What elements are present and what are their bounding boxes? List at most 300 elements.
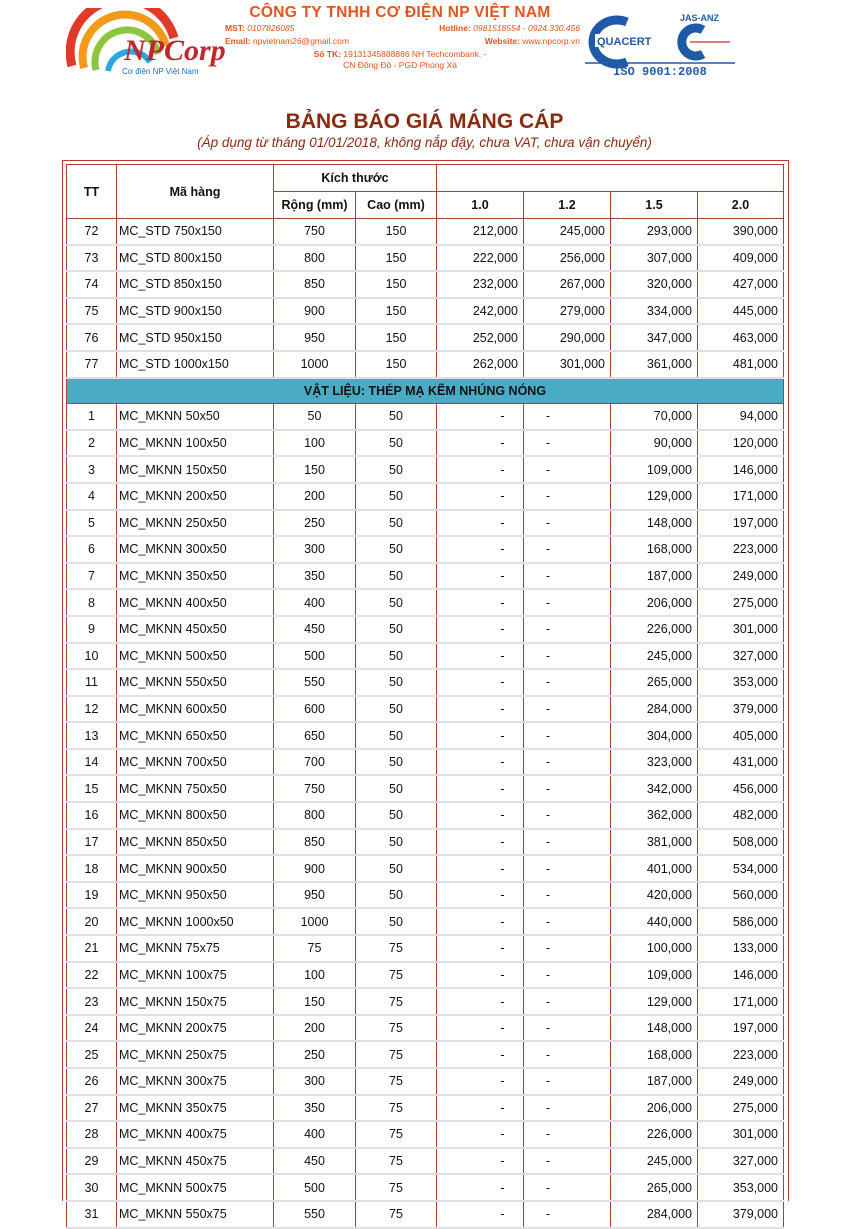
cell-price-4: 275,000 [698, 589, 784, 616]
cell-code: MC_MKNN 250x75 [117, 1041, 274, 1068]
cell-price-2: 279,000 [524, 298, 611, 325]
cell-price-4: 327,000 [698, 643, 784, 670]
table-row [67, 219, 784, 245]
cell-height: 75 [356, 1095, 437, 1122]
cell-price-2: - [524, 483, 611, 510]
table-row [67, 456, 784, 483]
cell-price-1: - [437, 510, 524, 537]
cell-price-4: 534,000 [698, 855, 784, 882]
cell-code: MC_MKNN 550x50 [117, 669, 274, 696]
certification-logos [585, 10, 735, 76]
cell-price-2: - [524, 430, 611, 457]
cell-price-1: - [437, 1041, 524, 1068]
cell-price-1: 242,000 [437, 298, 524, 325]
cell-width: 800 [274, 802, 356, 829]
cell-price-2: - [524, 962, 611, 989]
cell-code: MC_MKNN 850x50 [117, 829, 274, 856]
cell-height: 150 [356, 219, 437, 245]
cell-price-2: 256,000 [524, 245, 611, 272]
cell-tt: 12 [67, 696, 117, 723]
cell-price-3: 347,000 [611, 324, 698, 351]
cell-price-2: - [524, 669, 611, 696]
cell-code: MC_MKNN 800x50 [117, 802, 274, 829]
cell-price-4: 431,000 [698, 749, 784, 776]
table-row [67, 802, 784, 829]
cell-code: MC_MKNN 200x50 [117, 483, 274, 510]
table-row [67, 1174, 784, 1201]
cell-width: 500 [274, 643, 356, 670]
cell-price-4: 249,000 [698, 1068, 784, 1095]
cell-price-2: 245,000 [524, 219, 611, 245]
cell-width: 950 [274, 882, 356, 909]
cell-price-3: 187,000 [611, 563, 698, 590]
cell-price-1: 262,000 [437, 351, 524, 378]
table-row [67, 643, 784, 670]
cell-code: MC_MKNN 150x75 [117, 988, 274, 1015]
cell-height: 50 [356, 643, 437, 670]
cell-code: MC_MKNN 300x75 [117, 1068, 274, 1095]
cell-code: MC_MKNN 900x50 [117, 855, 274, 882]
cell-price-4: 197,000 [698, 510, 784, 537]
cell-price-2: 301,000 [524, 351, 611, 378]
cell-price-2: - [524, 643, 611, 670]
cell-code: MC_MKNN 450x50 [117, 616, 274, 643]
cell-code: MC_MKNN 650x50 [117, 722, 274, 749]
cell-height: 75 [356, 1068, 437, 1095]
cell-price-3: 226,000 [611, 616, 698, 643]
cell-width: 100 [274, 962, 356, 989]
col-header-thickness-1: 1.0 [437, 192, 524, 219]
cell-width: 300 [274, 536, 356, 563]
cell-width: 200 [274, 1015, 356, 1042]
cell-tt: 3 [67, 456, 117, 483]
cell-price-3: 100,000 [611, 935, 698, 962]
cell-price-1: - [437, 1201, 524, 1228]
cell-price-1: - [437, 404, 524, 430]
cell-price-4: 171,000 [698, 483, 784, 510]
table-row [67, 589, 784, 616]
cell-code: MC_MKNN 250x50 [117, 510, 274, 537]
cell-width: 750 [274, 775, 356, 802]
cell-code: MC_MKNN 550x75 [117, 1201, 274, 1228]
cell-tt: 28 [67, 1121, 117, 1148]
cell-price-1: 222,000 [437, 245, 524, 272]
cell-code: MC_STD 1000x150 [117, 351, 274, 378]
cell-price-2: - [524, 935, 611, 962]
cell-price-3: 420,000 [611, 882, 698, 909]
company-name: CÔNG TY TNHH CƠ ĐIỆN NP VIỆT NAM [249, 4, 551, 21]
cell-height: 50 [356, 616, 437, 643]
cell-price-1: - [437, 1174, 524, 1201]
cell-width: 450 [274, 616, 356, 643]
cell-code: MC_MKNN 350x50 [117, 563, 274, 590]
cell-price-3: 440,000 [611, 908, 698, 935]
cell-tt: 9 [67, 616, 117, 643]
table-row [67, 1201, 784, 1228]
email-label: Email: [225, 36, 251, 46]
cell-price-4: 353,000 [698, 1174, 784, 1201]
section-title: VẬT LIỆU: THÉP MẠ KẼM NHÚNG NÓNG [67, 378, 784, 404]
cell-price-3: 148,000 [611, 510, 698, 537]
cell-price-4: 482,000 [698, 802, 784, 829]
cell-price-2: - [524, 616, 611, 643]
cell-price-3: 284,000 [611, 696, 698, 723]
cell-tt: 25 [67, 1041, 117, 1068]
website-value[interactable]: www.npcorp.vn [522, 36, 580, 46]
cert-jas-anz: JAS-ANZ [680, 13, 720, 23]
table-row [67, 404, 784, 430]
header-row-1 [67, 165, 784, 192]
logo-text: NPCorp [124, 34, 226, 67]
cell-width: 250 [274, 1041, 356, 1068]
cell-width: 350 [274, 563, 356, 590]
cell-price-1: - [437, 643, 524, 670]
cell-code: MC_MKNN 150x50 [117, 456, 274, 483]
table-row [67, 430, 784, 457]
account-label: Số TK: [313, 49, 341, 59]
cell-code: MC_MKNN 200x75 [117, 1015, 274, 1042]
cell-price-3: 129,000 [611, 988, 698, 1015]
cell-price-2: - [524, 829, 611, 856]
info-row-1 [200, 22, 600, 35]
cell-price-1: - [437, 1121, 524, 1148]
cell-price-2: - [524, 1174, 611, 1201]
cell-price-3: 206,000 [611, 1095, 698, 1122]
cell-price-1: - [437, 855, 524, 882]
cell-price-4: 353,000 [698, 669, 784, 696]
cell-price-1: - [437, 935, 524, 962]
col-header-code: Mã hàng [117, 165, 274, 219]
bank-account [200, 49, 600, 71]
table-row [67, 351, 784, 378]
cell-price-1: - [437, 616, 524, 643]
cell-price-1: - [437, 483, 524, 510]
account-line-1: 19131345888886 NH Techcombank. - [343, 49, 487, 59]
cell-price-2: - [524, 749, 611, 776]
cert-iso: ISO 9001:2008 [613, 65, 707, 76]
cell-price-1: - [437, 829, 524, 856]
cell-price-1: - [437, 1095, 524, 1122]
cell-price-1: - [437, 908, 524, 935]
cell-price-2: - [524, 855, 611, 882]
cell-width: 900 [274, 298, 356, 325]
cell-price-1: - [437, 696, 524, 723]
cell-code: MC_MKNN 75x75 [117, 935, 274, 962]
cell-price-1: - [437, 988, 524, 1015]
table-row [67, 1148, 784, 1175]
cell-height: 150 [356, 298, 437, 325]
cell-price-4: 379,000 [698, 1201, 784, 1228]
cell-tt: 19 [67, 882, 117, 909]
cell-height: 150 [356, 245, 437, 272]
mst-label: MST: [225, 23, 245, 33]
cell-width: 1000 [274, 351, 356, 378]
cell-tt: 16 [67, 802, 117, 829]
cell-height: 50 [356, 829, 437, 856]
cell-code: MC_MKNN 1000x50 [117, 908, 274, 935]
price-table [66, 164, 784, 1229]
cell-height: 75 [356, 935, 437, 962]
cell-tt: 18 [67, 855, 117, 882]
cell-code: MC_MKNN 50x50 [117, 404, 274, 430]
cell-code: MC_MKNN 450x75 [117, 1148, 274, 1175]
hotline-label: Hotline: [439, 23, 471, 33]
cell-price-2: - [524, 1148, 611, 1175]
table-row [67, 1068, 784, 1095]
cell-price-4: 379,000 [698, 696, 784, 723]
cell-code: MC_STD 950x150 [117, 324, 274, 351]
cell-price-1: 252,000 [437, 324, 524, 351]
cell-height: 50 [356, 669, 437, 696]
cell-price-3: 265,000 [611, 669, 698, 696]
cell-height: 50 [356, 483, 437, 510]
cell-price-4: 249,000 [698, 563, 784, 590]
cell-price-3: 148,000 [611, 1015, 698, 1042]
cell-tt: 14 [67, 749, 117, 776]
cert-quacert: QUACERT [597, 36, 652, 48]
cell-price-1: - [437, 430, 524, 457]
cell-price-2: - [524, 908, 611, 935]
cell-code: MC_MKNN 950x50 [117, 882, 274, 909]
cell-tt: 72 [67, 219, 117, 245]
cell-price-3: 129,000 [611, 483, 698, 510]
section-header-row [67, 378, 784, 404]
cell-price-3: 307,000 [611, 245, 698, 272]
table-row [67, 988, 784, 1015]
cell-price-4: 405,000 [698, 722, 784, 749]
cell-price-2: - [524, 510, 611, 537]
cell-price-1: - [437, 1148, 524, 1175]
letterhead [0, 0, 849, 95]
cell-width: 400 [274, 589, 356, 616]
cell-tt: 20 [67, 908, 117, 935]
cell-tt: 10 [67, 643, 117, 670]
col-header-thickness-2: 1.2 [524, 192, 611, 219]
cell-tt: 4 [67, 483, 117, 510]
col-header-thickness-4: 2.0 [698, 192, 784, 219]
page-title: BẢNG BÁO GIÁ MÁNG CÁP [285, 110, 564, 133]
cell-price-2: - [524, 404, 611, 430]
cell-code: MC_MKNN 750x50 [117, 775, 274, 802]
cell-code: MC_MKNN 350x75 [117, 1095, 274, 1122]
cell-tt: 77 [67, 351, 117, 378]
cell-price-2: - [524, 1068, 611, 1095]
cell-price-3: 245,000 [611, 643, 698, 670]
cell-price-4: 481,000 [698, 351, 784, 378]
table-row [67, 882, 784, 909]
cell-price-2: - [524, 1121, 611, 1148]
cell-tt: 31 [67, 1201, 117, 1228]
email-value[interactable]: npvietnam26@gmail.com [252, 36, 349, 46]
cell-width: 650 [274, 722, 356, 749]
cell-price-2: - [524, 563, 611, 590]
table-row [67, 483, 784, 510]
cell-price-2: - [524, 696, 611, 723]
cell-price-3: 342,000 [611, 775, 698, 802]
col-header-tt: TT [67, 165, 117, 219]
cell-price-2: - [524, 589, 611, 616]
cell-height: 50 [356, 775, 437, 802]
cell-code: MC_STD 850x150 [117, 271, 274, 298]
cell-height: 50 [356, 589, 437, 616]
cell-price-4: 171,000 [698, 988, 784, 1015]
cell-price-3: 245,000 [611, 1148, 698, 1175]
cell-tt: 8 [67, 589, 117, 616]
cell-width: 700 [274, 749, 356, 776]
cell-tt: 23 [67, 988, 117, 1015]
cell-width: 50 [274, 404, 356, 430]
cell-price-1: - [437, 669, 524, 696]
table-row [67, 510, 784, 537]
cell-tt: 11 [67, 669, 117, 696]
table-row [67, 1095, 784, 1122]
cell-price-3: 323,000 [611, 749, 698, 776]
cell-price-3: 401,000 [611, 855, 698, 882]
col-header-price-group [437, 165, 784, 192]
cell-price-4: 120,000 [698, 430, 784, 457]
cell-code: MC_STD 750x150 [117, 219, 274, 245]
col-header-width: Rộng (mm) [274, 192, 356, 219]
cell-width: 75 [274, 935, 356, 962]
website-label: Website: [484, 36, 520, 46]
cell-price-2: - [524, 1015, 611, 1042]
cell-price-2: - [524, 1041, 611, 1068]
cell-tt: 17 [67, 829, 117, 856]
cell-code: MC_MKNN 400x50 [117, 589, 274, 616]
cell-width: 750 [274, 219, 356, 245]
cell-width: 150 [274, 456, 356, 483]
cell-width: 450 [274, 1148, 356, 1175]
info-row-2 [200, 35, 600, 48]
cell-width: 600 [274, 696, 356, 723]
cell-price-3: 109,000 [611, 456, 698, 483]
cell-height: 50 [356, 802, 437, 829]
cell-price-4: 463,000 [698, 324, 784, 351]
cell-code: MC_MKNN 700x50 [117, 749, 274, 776]
cell-price-4: 94,000 [698, 404, 784, 430]
cell-price-4: 133,000 [698, 935, 784, 962]
company-info [200, 4, 600, 71]
cell-tt: 27 [67, 1095, 117, 1122]
table-row [67, 324, 784, 351]
cell-height: 75 [356, 1121, 437, 1148]
cell-price-4: 445,000 [698, 298, 784, 325]
cell-width: 100 [274, 430, 356, 457]
table-row [67, 245, 784, 272]
table-row [67, 536, 784, 563]
cell-height: 50 [356, 563, 437, 590]
cell-tt: 26 [67, 1068, 117, 1095]
cell-price-3: 361,000 [611, 351, 698, 378]
cell-height: 150 [356, 351, 437, 378]
cell-price-4: 197,000 [698, 1015, 784, 1042]
cell-width: 500 [274, 1174, 356, 1201]
cell-width: 350 [274, 1095, 356, 1122]
cell-height: 50 [356, 722, 437, 749]
cell-width: 900 [274, 855, 356, 882]
cell-price-4: 301,000 [698, 616, 784, 643]
cell-width: 400 [274, 1121, 356, 1148]
cell-width: 850 [274, 271, 356, 298]
cell-height: 50 [356, 404, 437, 430]
cell-price-2: 267,000 [524, 271, 611, 298]
cell-price-2: - [524, 1201, 611, 1228]
cell-height: 75 [356, 1015, 437, 1042]
table-row [67, 1041, 784, 1068]
cell-height: 50 [356, 430, 437, 457]
cell-price-1: - [437, 775, 524, 802]
cell-tt: 21 [67, 935, 117, 962]
cell-code: MC_MKNN 100x50 [117, 430, 274, 457]
cell-price-1: - [437, 882, 524, 909]
table-row [67, 722, 784, 749]
cell-price-1: - [437, 962, 524, 989]
cell-price-1: - [437, 1015, 524, 1042]
cell-height: 75 [356, 1041, 437, 1068]
cell-code: MC_MKNN 500x50 [117, 643, 274, 670]
cell-price-4: 586,000 [698, 908, 784, 935]
cell-price-4: 508,000 [698, 829, 784, 856]
cell-width: 200 [274, 483, 356, 510]
cell-tt: 2 [67, 430, 117, 457]
table-row [67, 829, 784, 856]
cell-tt: 5 [67, 510, 117, 537]
cell-price-2: - [524, 536, 611, 563]
cell-code: MC_STD 900x150 [117, 298, 274, 325]
table-row [67, 616, 784, 643]
cell-height: 50 [356, 908, 437, 935]
cell-height: 50 [356, 696, 437, 723]
cell-price-4: 223,000 [698, 1041, 784, 1068]
table-row [67, 696, 784, 723]
cell-height: 75 [356, 1148, 437, 1175]
cell-price-3: 362,000 [611, 802, 698, 829]
table-row [67, 962, 784, 989]
cell-price-3: 109,000 [611, 962, 698, 989]
account-line-2: CN Đông Đô - PGD Phùng Xá [343, 60, 457, 70]
cell-height: 150 [356, 271, 437, 298]
cell-price-2: - [524, 988, 611, 1015]
cell-price-3: 70,000 [611, 404, 698, 430]
cell-tt: 15 [67, 775, 117, 802]
cell-price-2: - [524, 775, 611, 802]
cell-width: 550 [274, 669, 356, 696]
cell-width: 550 [274, 1201, 356, 1228]
cell-tt: 73 [67, 245, 117, 272]
table-row [67, 271, 784, 298]
cell-price-3: 304,000 [611, 722, 698, 749]
cell-tt: 24 [67, 1015, 117, 1042]
cell-price-2: - [524, 1095, 611, 1122]
cell-code: MC_MKNN 500x75 [117, 1174, 274, 1201]
cell-price-4: 301,000 [698, 1121, 784, 1148]
cell-tt: 29 [67, 1148, 117, 1175]
cell-price-3: 265,000 [611, 1174, 698, 1201]
hotline-value: 0981518554 - 0924.330.456 [473, 23, 580, 33]
cell-price-3: 206,000 [611, 589, 698, 616]
col-header-thickness-3: 1.5 [611, 192, 698, 219]
cell-height: 150 [356, 324, 437, 351]
cell-price-3: 226,000 [611, 1121, 698, 1148]
cell-code: MC_MKNN 100x75 [117, 962, 274, 989]
cell-price-4: 390,000 [698, 219, 784, 245]
cell-price-2: - [524, 456, 611, 483]
cell-price-1: - [437, 802, 524, 829]
cell-price-3: 90,000 [611, 430, 698, 457]
cell-tt: 7 [67, 563, 117, 590]
cell-price-1: - [437, 749, 524, 776]
cell-price-1: - [437, 589, 524, 616]
